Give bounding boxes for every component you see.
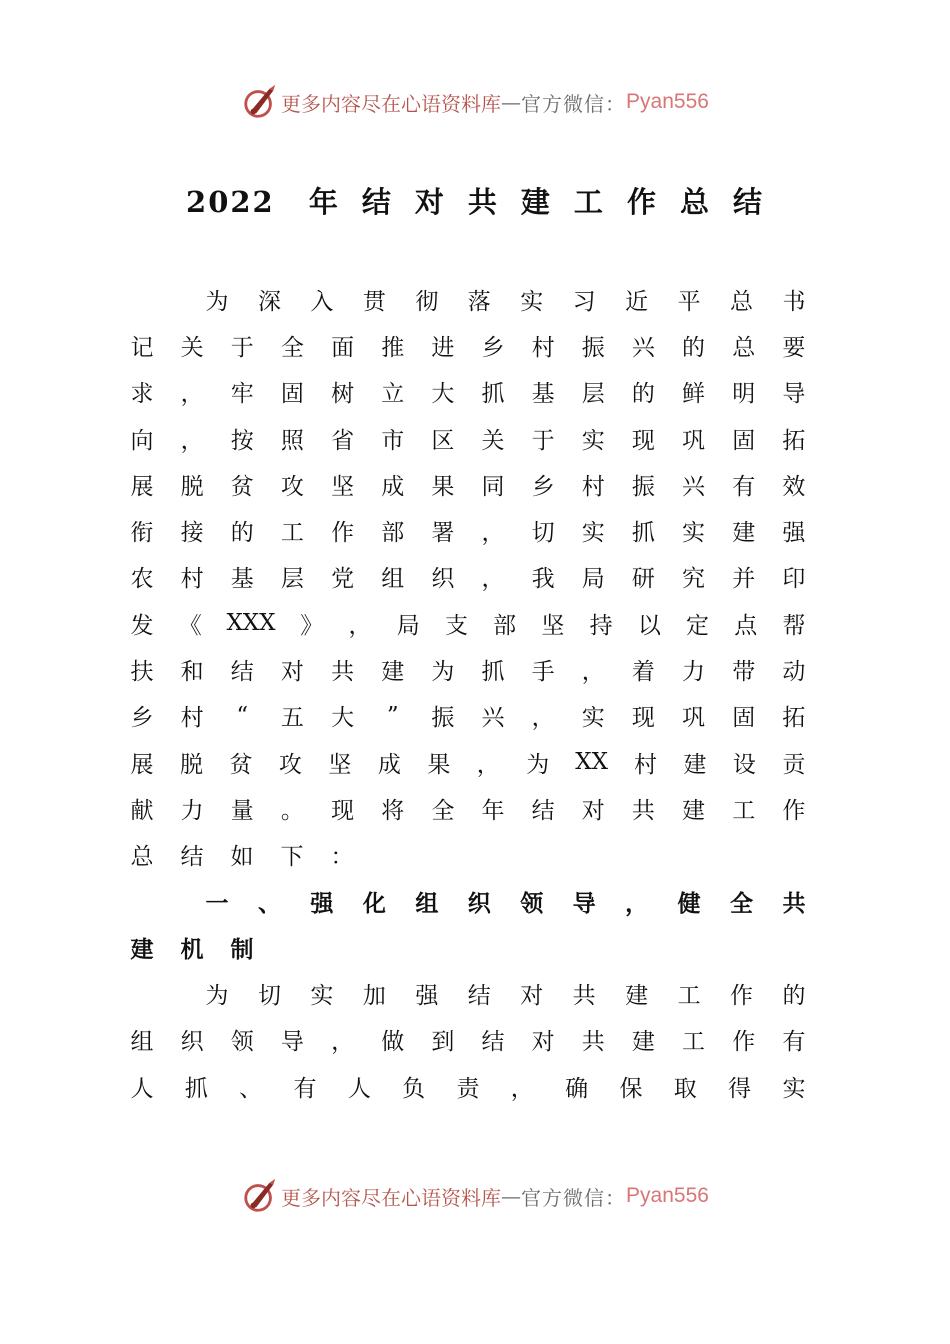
text-char: ， — [531, 705, 555, 732]
text-char: 立 — [381, 381, 405, 408]
text-char: 书 — [782, 288, 806, 315]
text-char: 究 — [682, 566, 706, 593]
text-char: 乡 — [531, 473, 555, 500]
text-char: 取 — [673, 1075, 697, 1102]
text-char: 层 — [280, 566, 304, 593]
text-char: 组 — [130, 1029, 154, 1056]
document-body — [130, 276, 806, 1109]
text-char: 兴 — [682, 473, 706, 500]
text-char: 得 — [728, 1075, 752, 1102]
text-char: 力 — [682, 659, 706, 686]
text-char: 总 — [732, 334, 756, 361]
text-char: 强 — [310, 890, 334, 917]
text-char: 导 — [572, 890, 596, 917]
text-char: 基 — [531, 381, 555, 408]
text-char: 大 — [431, 381, 455, 408]
text-char: 部 — [493, 612, 517, 639]
text-char: 于 — [230, 334, 254, 361]
text-char: 固 — [732, 427, 756, 454]
text-char: 于 — [531, 427, 555, 454]
watermark-banner-top — [0, 82, 950, 122]
text-char: 村 — [531, 334, 555, 361]
text-char: 明 — [732, 381, 756, 408]
text-char: 入 — [310, 288, 334, 315]
text-char: 力 — [180, 797, 204, 824]
text-char: 组 — [381, 566, 405, 593]
text-char: 振 — [431, 705, 455, 732]
text-char: 现 — [631, 705, 655, 732]
watermark-wechat-id: Pyan556 — [626, 90, 709, 113]
text-char: 建 — [682, 797, 706, 824]
text-char: 作 — [732, 1029, 756, 1056]
text-char: 党 — [331, 566, 355, 593]
text-char: 动 — [782, 659, 806, 686]
text-line — [130, 554, 806, 600]
text-line — [130, 507, 806, 553]
text-char: 坚 — [331, 473, 355, 500]
text-char: 鲜 — [682, 381, 706, 408]
text-char: 一 — [205, 890, 229, 917]
text-char: 建 — [631, 1029, 655, 1056]
text-char: 年 — [481, 797, 505, 824]
watermark-text: 更多内容尽在心语资料库 — [281, 1185, 502, 1210]
text-line — [130, 415, 806, 461]
text-char: 实 — [310, 983, 334, 1010]
text-char: 化 — [362, 890, 386, 917]
text-char: 进 — [431, 334, 455, 361]
text-char: 责 — [456, 1075, 480, 1102]
text-char: 全 — [730, 890, 754, 917]
text-char: 做 — [381, 1029, 405, 1056]
watermark-separator: — — [501, 1184, 522, 1208]
text-char: 全 — [280, 334, 304, 361]
text-char: 并 — [732, 566, 756, 593]
text-char: 推 — [381, 334, 405, 361]
text-char: 果 — [427, 751, 451, 778]
text-char: 点 — [734, 612, 758, 639]
text-char: 织 — [431, 566, 455, 593]
text-char: 深 — [257, 288, 281, 315]
text-char: 着 — [631, 659, 655, 686]
text-char: “ — [236, 702, 249, 729]
text-char: 关 — [481, 427, 505, 454]
watermark-wechat-id: Pyan556 — [626, 1184, 709, 1207]
text-char: 结 — [531, 797, 555, 824]
text-line — [130, 1063, 806, 1109]
text-line — [130, 461, 806, 507]
text-char: 落 — [467, 288, 491, 315]
text-char: 局 — [581, 566, 605, 593]
text-char: 、 — [239, 1075, 263, 1102]
text-char: 为 — [205, 983, 229, 1010]
text-char: 献 — [130, 797, 154, 824]
text-char: ， — [481, 520, 505, 547]
text-char: 贫 — [229, 751, 253, 778]
text-char: 衔 — [130, 520, 154, 547]
text-char: 大 — [331, 705, 355, 732]
text-char: 领 — [520, 890, 544, 917]
text-char: 我 — [531, 566, 555, 593]
text-char: 的 — [682, 334, 706, 361]
text-char: 以 — [637, 612, 661, 639]
text-char: 树 — [331, 381, 355, 408]
text-char: 共 — [331, 659, 355, 686]
text-line — [130, 1017, 806, 1063]
text-char: 接 — [180, 520, 204, 547]
quill-logo-icon — [241, 1177, 279, 1215]
text-char: 实 — [581, 520, 605, 547]
text-char: 成 — [381, 473, 405, 500]
text-char: 乡 — [130, 705, 154, 732]
text-char: 下 — [280, 844, 304, 871]
text-char: 手 — [531, 659, 555, 686]
text-char: 实 — [581, 427, 605, 454]
text-char: 作 — [730, 983, 754, 1010]
text-char: ， — [348, 612, 372, 639]
text-char: 实 — [782, 1075, 806, 1102]
text-char: 支 — [444, 612, 468, 639]
text-char: 量 — [230, 797, 254, 824]
text-char: ： — [330, 844, 354, 871]
text-char: 发 — [130, 612, 154, 639]
text-char: 兴 — [481, 705, 505, 732]
text-char: 振 — [581, 334, 605, 361]
text-char: 市 — [381, 427, 405, 454]
text-char: 为 — [431, 659, 455, 686]
text-char: 为 — [526, 751, 550, 778]
text-char: 抓 — [481, 659, 505, 686]
text-char: 对 — [531, 1029, 555, 1056]
text-char: 强 — [415, 983, 439, 1010]
text-char: 坚 — [328, 751, 352, 778]
text-char: 同 — [481, 473, 505, 500]
text-char: 结 — [230, 659, 254, 686]
text-char: ， — [180, 381, 204, 408]
text-char: 对 — [520, 983, 544, 1010]
text-line — [130, 970, 806, 1016]
text-char: 结 — [467, 983, 491, 1010]
text-char: 建 — [732, 520, 756, 547]
text-line — [130, 276, 806, 322]
text-char: 现 — [331, 797, 355, 824]
text-char: 切 — [531, 520, 555, 547]
text-char: 定 — [686, 612, 710, 639]
text-char: 工 — [280, 520, 304, 547]
text-char: 、 — [257, 890, 281, 917]
text-line — [130, 693, 806, 739]
text-char: 工 — [682, 1029, 706, 1056]
text-char: 织 — [180, 1029, 204, 1056]
text-char: 村 — [581, 473, 605, 500]
text-char: 负 — [402, 1075, 426, 1102]
text-char: 层 — [581, 381, 605, 408]
text-char: 脱 — [179, 751, 203, 778]
text-char: 五 — [280, 705, 304, 732]
text-char: 将 — [381, 797, 405, 824]
text-char: 有 — [293, 1075, 317, 1102]
text-char: 人 — [347, 1075, 371, 1102]
text-char: 《 — [178, 612, 202, 639]
text-char: 结 — [180, 844, 204, 871]
text-char: 贯 — [362, 288, 386, 315]
watermark-official: 官方微信： — [521, 1185, 627, 1210]
text-char: 对 — [280, 659, 304, 686]
text-line — [130, 924, 806, 970]
text-char: 求 — [130, 381, 154, 408]
text-char: 作 — [331, 520, 355, 547]
text-char: 固 — [280, 381, 304, 408]
text-char: 持 — [589, 612, 613, 639]
text-char: 近 — [625, 288, 649, 315]
text-char: 如 — [230, 844, 254, 871]
text-char: 平 — [677, 288, 701, 315]
text-char: 保 — [619, 1075, 643, 1102]
title-text: 年 结 对 共 建 工 作 总 结 — [308, 185, 764, 219]
text-char: 结 — [481, 1029, 505, 1056]
watermark-official: 官方微信： — [521, 91, 627, 116]
text-char: 农 — [130, 566, 154, 593]
text-char: ， — [625, 890, 649, 917]
text-char: 工 — [732, 797, 756, 824]
title-year: 2022 — [186, 185, 275, 219]
text-char: 作 — [782, 797, 806, 824]
text-char: 组 — [415, 890, 439, 917]
document-title — [0, 180, 950, 221]
text-char: 人 — [130, 1075, 154, 1102]
text-char: 导 — [280, 1029, 304, 1056]
text-char: 村 — [633, 751, 657, 778]
text-char: 为 — [205, 288, 229, 315]
text-char: 总 — [130, 844, 154, 871]
text-char: 拓 — [782, 705, 806, 732]
text-line — [130, 785, 806, 831]
text-char: ， — [180, 427, 204, 454]
text-char: 的 — [230, 520, 254, 547]
text-char: ， — [476, 751, 500, 778]
text-char: 。 — [280, 797, 304, 824]
text-line — [130, 832, 806, 878]
text-char: ， — [481, 566, 505, 593]
text-char: 工 — [677, 983, 701, 1010]
text-char: 村 — [180, 705, 204, 732]
text-char: 记 — [130, 334, 154, 361]
text-char: 向 — [130, 427, 154, 454]
text-char: 展 — [130, 751, 154, 778]
text-char: 全 — [431, 797, 455, 824]
text-line — [130, 739, 806, 785]
text-char: 制 — [230, 936, 254, 963]
text-char: 对 — [581, 797, 605, 824]
text-char: 建 — [130, 936, 154, 963]
text-char: 有 — [782, 1029, 806, 1056]
text-char: 到 — [431, 1029, 455, 1056]
text-char: 》 — [300, 612, 324, 639]
text-char: 拓 — [782, 427, 806, 454]
text-char: ， — [581, 659, 605, 686]
text-char: 导 — [782, 381, 806, 408]
text-line — [130, 600, 806, 646]
text-char: 面 — [331, 334, 355, 361]
text-char: ” — [386, 702, 399, 729]
text-char: 建 — [683, 751, 707, 778]
text-char: 织 — [467, 890, 491, 917]
watermark-separator: — — [501, 90, 522, 114]
text-char: 扶 — [130, 659, 154, 686]
text-char: 共 — [631, 797, 655, 824]
text-char: 确 — [565, 1075, 589, 1102]
text-char: 强 — [782, 520, 806, 547]
text-char: 攻 — [280, 473, 304, 500]
text-char: 巩 — [682, 427, 706, 454]
text-char: 兴 — [631, 334, 655, 361]
text-char: 效 — [782, 473, 806, 500]
text-char: 现 — [631, 427, 655, 454]
text-char: 切 — [257, 983, 281, 1010]
text-char: 加 — [362, 983, 386, 1010]
text-char: 巩 — [682, 705, 706, 732]
text-char: 村 — [180, 566, 204, 593]
text-char: XXX — [226, 610, 276, 637]
text-char: 按 — [230, 427, 254, 454]
text-char: 基 — [230, 566, 254, 593]
text-char: 攻 — [278, 751, 302, 778]
text-char: 习 — [572, 288, 596, 315]
text-char: 彻 — [415, 288, 439, 315]
text-char: 健 — [677, 890, 701, 917]
text-char: 实 — [520, 288, 544, 315]
text-char: XX — [575, 749, 608, 776]
text-char: 贫 — [230, 473, 254, 500]
text-line — [130, 369, 806, 415]
text-char: 固 — [732, 705, 756, 732]
text-char: 脱 — [180, 473, 204, 500]
text-char: 局 — [396, 612, 420, 639]
watermark-text: 更多内容尽在心语资料库 — [281, 91, 502, 116]
text-char: ， — [331, 1029, 355, 1056]
text-char: 振 — [631, 473, 655, 500]
text-char: 有 — [732, 473, 756, 500]
text-char: 帮 — [782, 612, 806, 639]
text-char: 署 — [431, 520, 455, 547]
text-char: 部 — [381, 520, 405, 547]
text-char: 关 — [180, 334, 204, 361]
text-char: 乡 — [481, 334, 505, 361]
text-char: 的 — [631, 381, 655, 408]
text-char: 研 — [631, 566, 655, 593]
text-char: 展 — [130, 473, 154, 500]
text-char: 区 — [431, 427, 455, 454]
text-char: 实 — [581, 705, 605, 732]
text-char: 抓 — [184, 1075, 208, 1102]
text-char: 果 — [431, 473, 455, 500]
text-char: 贡 — [782, 751, 806, 778]
text-char: 共 — [581, 1029, 605, 1056]
watermark-banner-bottom — [0, 1176, 950, 1216]
text-char: 的 — [782, 983, 806, 1010]
text-char: 总 — [730, 288, 754, 315]
quill-logo-icon — [241, 83, 279, 121]
text-char: 共 — [572, 983, 596, 1010]
text-char: 建 — [625, 983, 649, 1010]
text-char: 带 — [732, 659, 756, 686]
text-char: 领 — [230, 1029, 254, 1056]
text-char: 实 — [682, 520, 706, 547]
text-char: 坚 — [541, 612, 565, 639]
text-char: 牢 — [230, 381, 254, 408]
text-char: 建 — [381, 659, 405, 686]
text-char: 和 — [180, 659, 204, 686]
text-char: 抓 — [631, 520, 655, 547]
text-char: 照 — [280, 427, 304, 454]
text-char: 要 — [782, 334, 806, 361]
text-line — [130, 646, 806, 692]
text-char: 共 — [782, 890, 806, 917]
text-char: 成 — [377, 751, 401, 778]
text-char: 设 — [732, 751, 756, 778]
text-char: 印 — [782, 566, 806, 593]
text-line — [130, 878, 806, 924]
text-char: ， — [510, 1075, 534, 1102]
text-char: 机 — [180, 936, 204, 963]
text-line — [130, 322, 806, 368]
text-char: 抓 — [481, 381, 505, 408]
text-char: 省 — [331, 427, 355, 454]
